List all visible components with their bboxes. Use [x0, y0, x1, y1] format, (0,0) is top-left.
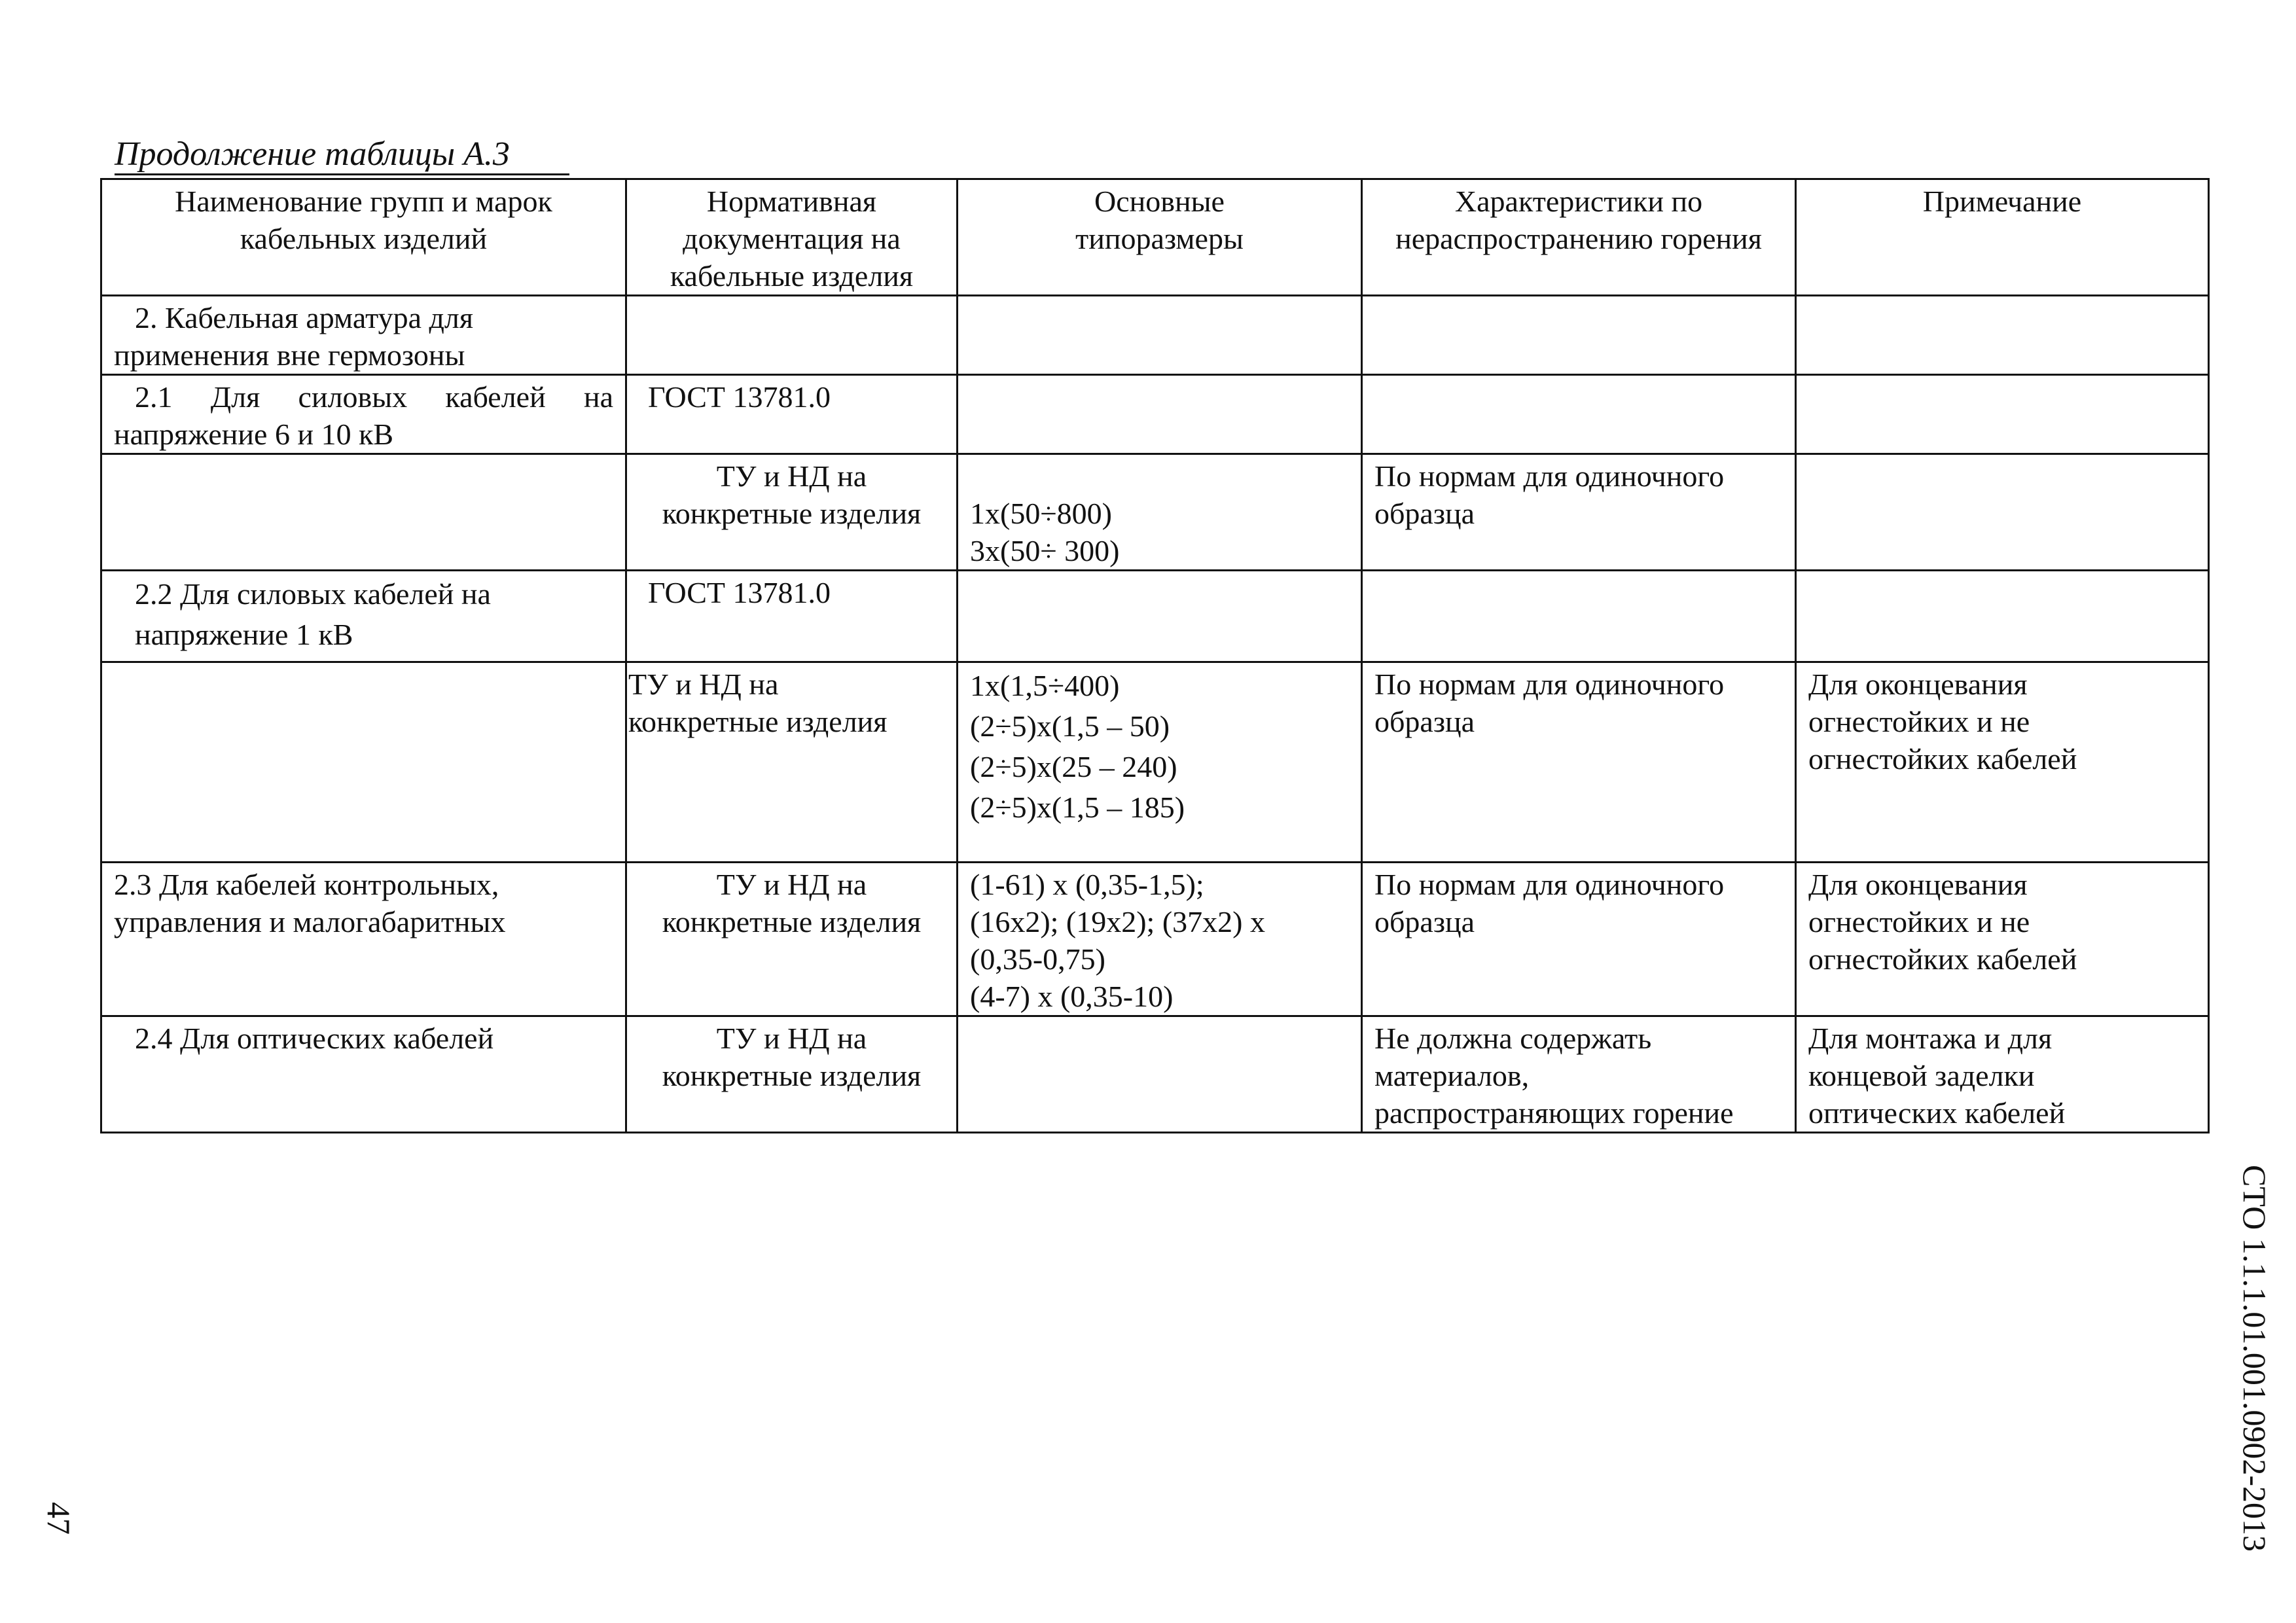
table-row [101, 375, 2209, 454]
cell-doc: ТУ и НД на конкретные изделия [626, 454, 958, 571]
cell-sizes [958, 571, 1362, 662]
header-chars: Характеристики по нераспространению горения [1362, 179, 1796, 296]
header-row [101, 179, 2209, 296]
cell-chars: По нормам для одиночного образца [1362, 662, 1796, 863]
table-caption: Продолжение таблицы А.3 [115, 135, 510, 173]
document-code: СТО 1.1.1.01.001.0902-2013 [2236, 1165, 2273, 1552]
cable-table [100, 178, 2210, 1133]
cell-name: 2.2 Для силовых кабелей на напряжение 1 кВ [101, 571, 626, 662]
cell-sizes [958, 375, 1362, 454]
cell-chars [1362, 571, 1796, 662]
cell-sizes: 1х(50÷800) 3х(50÷ 300) [958, 454, 1362, 571]
table-row [101, 863, 2209, 1016]
cell-doc: ГОСТ 13781.0 [626, 571, 958, 662]
cell-note: Для оконцевания огнестойких и не огнестойких кабелей [1796, 662, 2209, 863]
cell-doc: ТУ и НД на конкретные изделия [626, 863, 958, 1016]
page-number: 47 [41, 1502, 77, 1535]
table-row [101, 296, 2209, 375]
cell-doc: ТУ и НД на конкретные изделия [626, 662, 958, 863]
cell-sizes: (1-61) х (0,35-1,5); (16х2); (19х2); (37х2) х (0,35-0,75) (4-7) х (0,35-10) [958, 863, 1362, 1016]
cell-chars: Не должна содержать материалов, распространяющих горение [1362, 1016, 1796, 1133]
cell-doc: ТУ и НД на конкретные изделия [626, 1016, 958, 1133]
cell-note [1796, 296, 2209, 375]
header-name: Наименование групп и марок кабельных изделий [101, 179, 626, 296]
cell-doc [626, 296, 958, 375]
header-doc: Нормативная документация на кабельные изделия [626, 179, 958, 296]
cell-chars: По нормам для одиночного образца [1362, 863, 1796, 1016]
cell-note [1796, 454, 2209, 571]
cell-sizes [958, 296, 1362, 375]
cell-name [101, 454, 626, 571]
cell-chars [1362, 296, 1796, 375]
cell-name: 2. Кабельная арматура для применения вне гермозоны [101, 296, 626, 375]
cell-chars: По нормам для одиночного образца [1362, 454, 1796, 571]
table-row [101, 662, 2209, 863]
header-sizes: Основные типоразмеры [958, 179, 1362, 296]
cell-chars [1362, 375, 1796, 454]
cell-note: Для монтажа и для концевой заделки оптических кабелей [1796, 1016, 2209, 1133]
cell-sizes: 1х(1,5÷400) (2÷5)х(1,5 – 50) (2÷5)х(25 – 240) (2÷5)х(1,5 – 185) [958, 662, 1362, 863]
cell-note: Для оконцевания огнестойких и не огнестойких кабелей [1796, 863, 2209, 1016]
cell-note [1796, 375, 2209, 454]
cell-name: 2.3 Для кабелей контрольных, управления и малогабаритных [101, 863, 626, 1016]
cell-note [1796, 571, 2209, 662]
caption-underline [115, 173, 569, 175]
cell-name: 2.4 Для оптических кабелей [101, 1016, 626, 1133]
cell-doc: ГОСТ 13781.0 [626, 375, 958, 454]
cell-name [101, 662, 626, 863]
table-row [101, 571, 2209, 662]
cell-sizes [958, 1016, 1362, 1133]
table-row [101, 454, 2209, 571]
cell-name: 2.1 Для силовых кабелей на напряжение 6 и 10 кВ [101, 375, 626, 454]
header-note: Примечание [1796, 179, 2209, 296]
table-row [101, 1016, 2209, 1133]
